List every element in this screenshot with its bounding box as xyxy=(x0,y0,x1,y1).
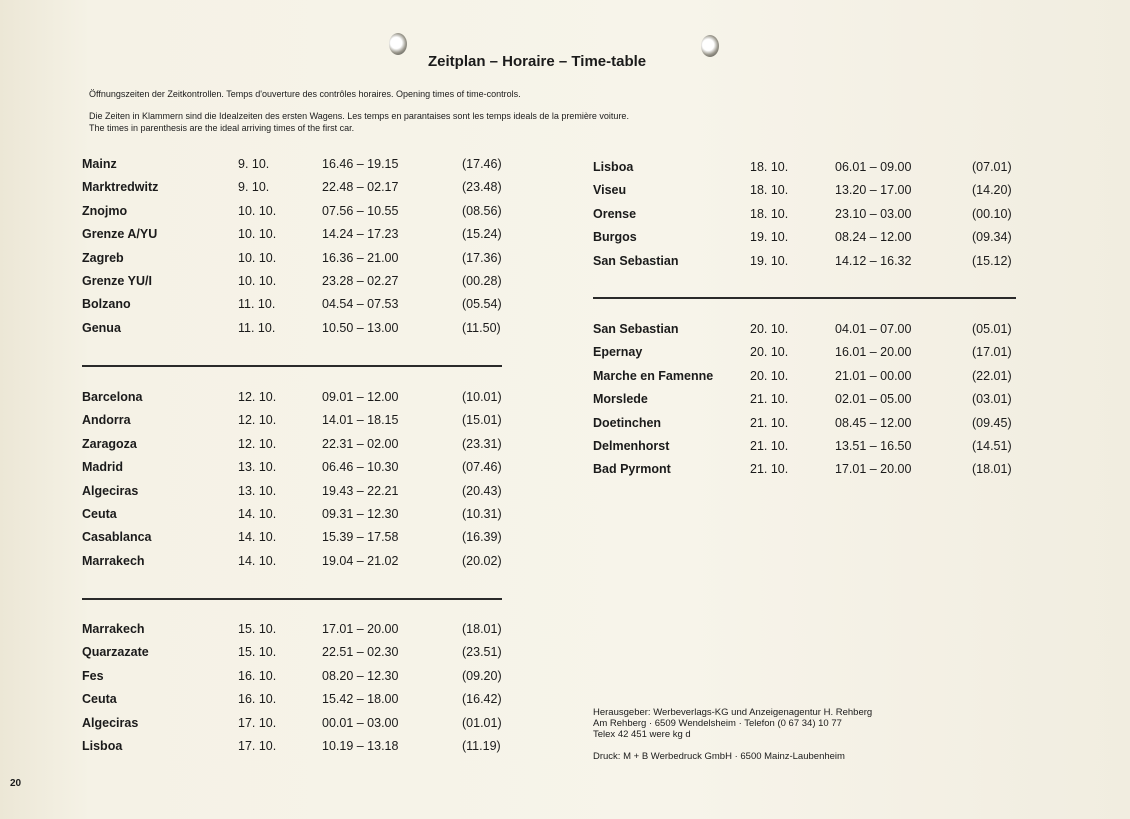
time-window-cell: 04.54 – 07.53 xyxy=(322,297,399,312)
time-window-cell: 17.01 – 20.00 xyxy=(835,462,912,477)
time-window-cell: 04.01 – 07.00 xyxy=(835,322,912,336)
city-cell: Marrakech xyxy=(82,553,145,568)
city-cell: Znojmo xyxy=(82,203,128,218)
time-window-cell: 22.51 – 02.30 xyxy=(322,645,399,660)
city-cell: Lisboa xyxy=(593,160,634,174)
time-window-cell: 08.45 – 12.00 xyxy=(835,415,912,430)
date-cell: 14. 10. xyxy=(238,553,277,568)
time-window-cell: 22.31 – 02.00 xyxy=(322,436,399,451)
city-cell: Grenze A/YU xyxy=(82,227,158,242)
ideal-time-cell: (20.02) xyxy=(462,553,502,568)
ideal-time-cell: (17.01) xyxy=(972,345,1012,360)
ideal-time-cell: (16.39) xyxy=(462,530,502,545)
ideal-time-cell: (09.20) xyxy=(462,668,502,683)
page-number: 20 xyxy=(10,778,22,789)
ideal-time-cell: (08.56) xyxy=(462,203,502,218)
date-cell: 18. 10. xyxy=(750,206,789,221)
binder-hole-icon xyxy=(389,33,407,55)
city-cell: Bolzano xyxy=(82,297,131,312)
imprint-address: Am Rehberg · 6509 Wendelsheim · Telefon (0 67 34) 10 77 xyxy=(593,718,842,729)
ideal-time-cell: (18.01) xyxy=(972,462,1012,477)
date-cell: 10. 10. xyxy=(238,250,277,265)
city-cell: San Sebastian xyxy=(593,253,679,268)
city-cell: Zaragoza xyxy=(82,436,137,451)
date-cell: 18. 10. xyxy=(750,183,789,198)
ideal-time-cell: (23.48) xyxy=(462,180,502,195)
date-cell: 13. 10. xyxy=(238,483,277,498)
city-cell: Orense xyxy=(593,206,637,221)
date-cell: 10. 10. xyxy=(238,203,277,218)
time-window-cell: 16.46 – 19.15 xyxy=(322,157,399,171)
date-cell: 19. 10. xyxy=(750,253,789,268)
time-window-cell: 00.01 – 03.00 xyxy=(322,715,399,730)
date-cell: 17. 10. xyxy=(238,739,277,753)
city-cell: Barcelona xyxy=(82,390,143,404)
city-cell: Algeciras xyxy=(82,715,139,730)
date-cell: 9. 10. xyxy=(238,180,270,195)
ideal-time-cell: (17.36) xyxy=(462,250,502,265)
city-cell: Andorra xyxy=(82,413,131,428)
date-cell: 15. 10. xyxy=(238,622,277,636)
ideal-time-cell: (15.24) xyxy=(462,227,502,242)
city-cell: Lisboa xyxy=(82,739,123,753)
time-window-cell: 21.01 – 00.00 xyxy=(835,368,912,383)
time-window-cell: 16.01 – 20.00 xyxy=(835,345,912,360)
city-cell: Casablanca xyxy=(82,530,152,545)
city-cell: Ceuta xyxy=(82,692,117,707)
date-cell: 12. 10. xyxy=(238,436,277,451)
city-cell: Delmenhorst xyxy=(593,439,670,453)
city-cell: Madrid xyxy=(82,460,123,475)
time-window-cell: 07.56 – 10.55 xyxy=(322,203,399,218)
ideal-time-cell: (11.19) xyxy=(462,739,501,753)
ideal-time-cell: (03.01) xyxy=(972,392,1012,407)
date-cell: 15. 10. xyxy=(238,645,277,660)
ideal-time-cell: (16.42) xyxy=(462,692,502,707)
date-cell: 12. 10. xyxy=(238,413,277,428)
date-cell: 13. 10. xyxy=(238,460,277,475)
city-cell: Genua xyxy=(82,320,121,335)
imprint-telex: Telex 42 451 were kg d xyxy=(593,729,691,740)
date-cell: 9. 10. xyxy=(238,157,270,171)
ideal-time-cell: (05.54) xyxy=(462,297,502,312)
date-cell: 19. 10. xyxy=(750,230,789,245)
time-window-cell: 23.28 – 02.27 xyxy=(322,274,399,288)
ideal-time-cell: (05.01) xyxy=(972,322,1012,336)
time-window-cell: 10.50 – 13.00 xyxy=(322,320,399,335)
time-window-cell: 22.48 – 02.17 xyxy=(322,180,399,195)
date-cell: 10. 10. xyxy=(238,227,277,242)
time-window-cell: 15.39 – 17.58 xyxy=(322,530,399,545)
ideal-time-cell: (11.50) xyxy=(462,320,501,335)
city-cell: Quarzazate xyxy=(82,645,149,660)
ideal-time-cell: (15.12) xyxy=(972,253,1012,268)
city-cell: Doetinchen xyxy=(593,415,662,430)
date-cell: 11. 10. xyxy=(238,297,276,312)
city-cell: Epernay xyxy=(593,345,643,360)
intro-line-opening-times: Öffnungszeiten der Zeitkontrollen. Temps d'ouverture des contrôles horaires. Opening times of time-controls. xyxy=(89,89,521,99)
time-window-cell: 08.24 – 12.00 xyxy=(835,230,912,245)
date-cell: 20. 10. xyxy=(750,345,789,360)
ideal-time-cell: (15.01) xyxy=(462,413,502,428)
date-cell: 14. 10. xyxy=(238,507,277,521)
date-cell: 21. 10. xyxy=(750,415,789,430)
page-title: Zeitplan – Horaire – Time-table xyxy=(428,53,647,70)
ideal-time-cell: (10.31) xyxy=(462,507,502,521)
time-window-cell: 13.20 – 17.00 xyxy=(835,183,912,198)
ideal-time-cell: (22.01) xyxy=(972,368,1012,383)
city-cell: Grenze YU/I xyxy=(82,274,152,288)
date-cell: 16. 10. xyxy=(238,692,277,707)
time-window-cell: 15.42 – 18.00 xyxy=(322,692,399,707)
imprint-publisher: Herausgeber: Werbeverlags-KG und Anzeigenagentur H. Rehberg xyxy=(593,707,873,718)
city-cell: Algeciras xyxy=(82,483,139,498)
ideal-time-cell: (00.28) xyxy=(462,274,502,288)
time-window-cell: 08.20 – 12.30 xyxy=(322,668,399,683)
date-cell: 20. 10. xyxy=(750,322,789,336)
time-window-cell: 16.36 – 21.00 xyxy=(322,250,399,265)
time-window-cell: 02.01 – 05.00 xyxy=(835,392,912,407)
date-cell: 21. 10. xyxy=(750,392,789,407)
date-cell: 14. 10. xyxy=(238,530,277,545)
ideal-time-cell: (00.10) xyxy=(972,206,1012,221)
ideal-time-cell: (09.45) xyxy=(972,415,1012,430)
time-window-cell: 10.19 – 13.18 xyxy=(322,739,399,753)
intro-line-parenthesis-de-fr: Die Zeiten in Klammern sind die Idealzeiten des ersten Wagens. Les temps en parantaises sont les temps ideals de la première voiture. xyxy=(89,111,629,121)
city-cell: Ceuta xyxy=(82,507,117,521)
time-window-cell: 19.04 – 21.02 xyxy=(322,553,399,568)
date-cell: 20. 10. xyxy=(750,368,789,383)
date-cell: 10. 10. xyxy=(238,274,277,288)
city-cell: Zagreb xyxy=(82,250,124,265)
section-divider xyxy=(82,365,502,367)
date-cell: 18. 10. xyxy=(750,160,789,174)
city-cell: Marche en Famenne xyxy=(593,368,714,383)
time-window-cell: 23.10 – 03.00 xyxy=(835,206,912,221)
imprint-printer: Druck: M + B Werbedruck GmbH · 6500 Mainz-Laubenheim xyxy=(593,751,845,762)
city-cell: Burgos xyxy=(593,230,637,245)
ideal-time-cell: (23.31) xyxy=(462,436,502,451)
ideal-time-cell: (10.01) xyxy=(462,390,502,404)
city-cell: Bad Pyrmont xyxy=(593,462,671,477)
time-window-cell: 06.46 – 10.30 xyxy=(322,460,399,475)
time-window-cell: 13.51 – 16.50 xyxy=(835,439,912,453)
time-window-cell: 14.24 – 17.23 xyxy=(322,227,399,242)
city-cell: Viseu xyxy=(593,183,627,198)
city-cell: Marktredwitz xyxy=(82,180,159,195)
ideal-time-cell: (18.01) xyxy=(462,622,502,636)
city-cell: Morslede xyxy=(593,392,648,407)
intro-line-parenthesis-en: The times in parenthesis are the ideal arriving times of the first car. xyxy=(89,123,355,133)
ideal-time-cell: (17.46) xyxy=(462,157,502,171)
date-cell: 11. 10. xyxy=(238,320,276,335)
time-window-cell: 19.43 – 22.21 xyxy=(322,483,399,498)
city-cell: Fes xyxy=(82,668,104,683)
time-window-cell: 17.01 – 20.00 xyxy=(322,622,399,636)
ideal-time-cell: (20.43) xyxy=(462,483,502,498)
ideal-time-cell: (23.51) xyxy=(462,645,502,660)
time-window-cell: 09.01 – 12.00 xyxy=(322,390,399,404)
section-divider xyxy=(82,598,502,600)
time-window-cell: 14.01 – 18.15 xyxy=(322,413,399,428)
section-divider xyxy=(593,297,1016,299)
ideal-time-cell: (14.51) xyxy=(972,439,1012,453)
date-cell: 16. 10. xyxy=(238,668,277,683)
imprint xyxy=(593,707,872,762)
ideal-time-cell: (07.46) xyxy=(462,460,502,475)
date-cell: 17. 10. xyxy=(238,715,277,730)
date-cell: 21. 10. xyxy=(750,439,789,453)
date-cell: 12. 10. xyxy=(238,390,277,404)
time-window-cell: 09.31 – 12.30 xyxy=(322,507,399,521)
time-window-cell: 14.12 – 16.32 xyxy=(835,253,912,268)
city-cell: Mainz xyxy=(82,157,117,171)
city-cell: Marrakech xyxy=(82,622,145,636)
binder-hole-icon xyxy=(701,35,719,57)
time-window-cell: 06.01 – 09.00 xyxy=(835,160,912,174)
ideal-time-cell: (01.01) xyxy=(462,715,502,730)
ideal-time-cell: (09.34) xyxy=(972,230,1012,245)
date-cell: 21. 10. xyxy=(750,462,789,477)
city-cell: San Sebastian xyxy=(593,322,679,336)
ideal-time-cell: (14.20) xyxy=(972,183,1012,198)
ideal-time-cell: (07.01) xyxy=(972,160,1012,174)
